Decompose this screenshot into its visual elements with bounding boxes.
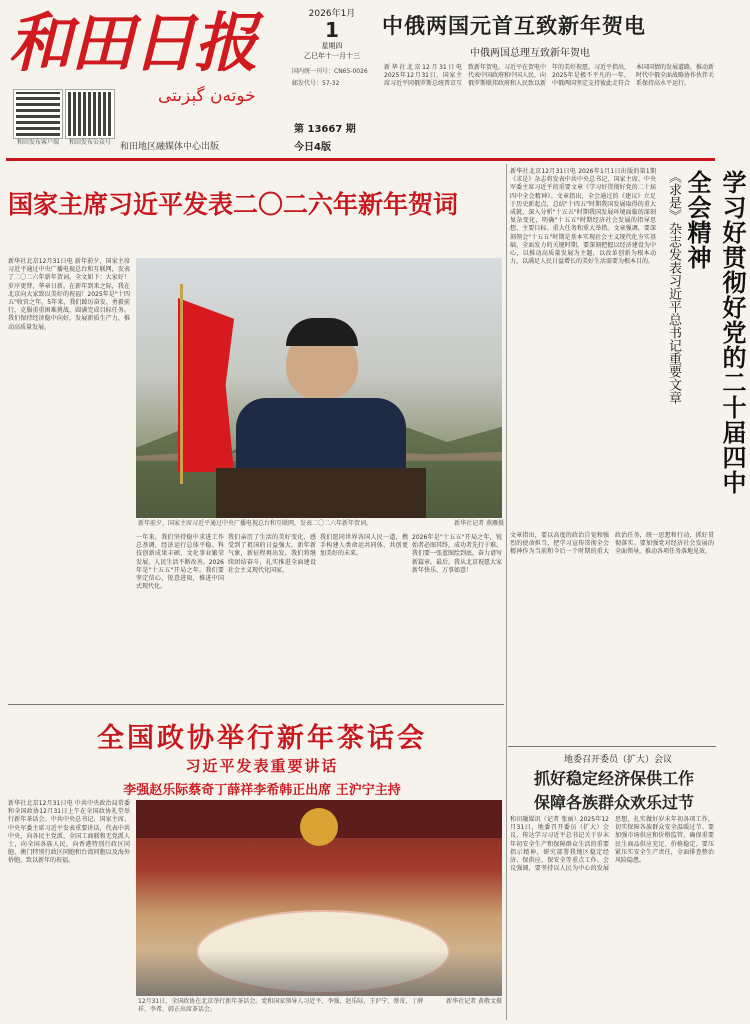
weekday: 星期四 xyxy=(321,42,343,50)
masthead-uyghur-name: خوتەن گېزىتى xyxy=(158,86,256,106)
issue-info-1: 国内统一刊号：CN65-0026 xyxy=(292,68,368,75)
cppcc-caption: 12月31日，全国政协在北京举行新年茶话会。党和国家领导人习近平、李强、赵乐际、王沪宁、蔡奇、丁薛祥、李希、韩正出席茶话会。 xyxy=(138,998,424,1013)
right-section-divider xyxy=(508,746,716,747)
issue-info-2: 邮发代号：57-32 xyxy=(292,80,340,87)
lead-photo-caption: 新年前夕，国家主席习近平通过中央广播电视总台和互联网，发表二〇二六年新年贺词。 xyxy=(138,520,373,527)
masthead-divider xyxy=(6,158,715,161)
qr-code-wechat-icon[interactable] xyxy=(66,90,114,138)
cppcc-headline[interactable]: 全国政协举行新年茶话会 xyxy=(97,723,427,754)
emblem-icon xyxy=(300,808,338,846)
feature-text-1: 新华社北京12月31日电 2026年1月1日出版的第1期《求是》杂志将发表中共中央总书记、国家主席、中央军委主席习近平的重要文章《学习好贯彻好党的二十届四中全会精神》。文章指出，全会通过的《建议》立足于历史新起点，总结"十四五"时期我国发展取得的重大成就，深入分析"十五五"时期我国发展环境面临的深刻复杂变化，明确"十五五"时期经济社会发展的指导思想、主要目标、重大任务和重大举措。文章强调，要深刻领会"十五五"时期是基本实现社会主义现代化夯实基础、全面发力的关键时期，要深刻把握以经济建设为中心，以推动高质量发展为主题，以改革创新为根本动力，以满足人民日益增长的美好生活需要为根本目的。 xyxy=(510,168,656,266)
qr-wechat-label: 和田发布公众号 xyxy=(68,139,111,146)
lead-column-5: 2026年是"十五五"开局之年，锐始者必图其终，成功者先行于难。我们要一张蓝图绘到底，奋力谱写新篇章。最后，我从北京祝愿大家新年快乐、万事如意！ xyxy=(412,534,503,574)
top-headline[interactable]: 中俄两国元首互致新年贺电 xyxy=(382,13,646,38)
lead-photo-credit: 新华社记者 燕雁摄 xyxy=(454,520,504,527)
lead-column-3: 我们亲历了生活的美好变化，感受到了祖国的日益强大。新年新气象，新征程再出发。我们将继续团结奋斗，扎实推进全面建设社会主义现代化国家。 xyxy=(228,534,316,574)
lead-column-2: 一年来，我们坚持稳中求进工作总基调，经济运行总体平稳。科技创新成果丰硕，文化事业繁荣发展，人民生活不断改善。2026年是"十五五"开局之年。我们要坚定信心，锐意进取，推进中国式现代化。 xyxy=(136,534,224,591)
date-year: 2026年1月 xyxy=(308,9,356,19)
issue-number: 第 13667 期 xyxy=(294,124,356,135)
qr-code-app-icon[interactable] xyxy=(14,90,62,138)
feature-text-2: 文章指出，要以高度的政治自觉和强烈的使命担当，把学习宣传贯彻全会精神作为当前和今后一个时期的重大政治任务，统一思想和行动，抓好贯彻落实。要加强党对经济社会发展的全面领导，推动各项任务落地见效。 xyxy=(510,532,714,556)
cppcc-attendees: 李强赵乐际蔡奇丁薛祥李希韩正出席 王沪宁主持 xyxy=(123,783,401,798)
date-day: 1 xyxy=(325,18,339,42)
meeting-text: 和田融媒讯（记者 张丽）2025年12月31日，地委召开委员（扩大）会议，传达学习习近平总书记关于岁末年初安全生产和保障群众生活的重要指示精神，研究部署我地区稳定经济、保供应、保安全等重点工作。会议强调，要坚持以人民为中心的发展思想，扎实做好岁末年初各项工作，切实保障各族群众安全温暖过节。要加强市场供应和价格监管，确保重要民生商品供应充足、价格稳定。要压紧压实安全生产责任，全面排查整治风险隐患。 xyxy=(510,816,714,873)
masthead-name: 和田日报 xyxy=(8,6,256,81)
top-subhead: 中俄两国总理互致新年贺电 xyxy=(470,48,590,59)
publisher: 和田地区融媒体中心出版 xyxy=(120,142,220,152)
date-block xyxy=(290,6,374,61)
meeting-label: 地委召开委员（扩大）会议 xyxy=(563,755,672,765)
flag-graphic xyxy=(178,298,234,472)
cppcc-subhead: 习近平发表重要讲话 xyxy=(185,757,339,775)
section-divider xyxy=(8,704,504,705)
column-divider xyxy=(506,164,507,1020)
cppcc-text: 新华社北京12月31日电 中共中央政治局常委和全国政协12月31日上午在全国政协礼堂举行新年茶话会。中共中央总书记、国家主席、中央军委主席习近平发表重要讲话，代表中共中央，向各民主党派、全国工商联和无党派人士，向全国各族人民，向香港特别行政区同胞、澳门特别行政区同胞和台湾同胞以及海外侨胞，致以新年的祝福。 xyxy=(8,800,130,865)
audience-graphic xyxy=(136,950,502,996)
feature-label: 《求是》杂志发表习近平总书记重要文章 xyxy=(666,170,681,404)
speaker-suit xyxy=(236,398,406,478)
cppcc-photo xyxy=(136,800,502,996)
lunar-date: 乙巳年十一月十三 xyxy=(304,52,360,60)
meeting-headline-2[interactable]: 保障各族群众欢乐过节 xyxy=(533,793,694,812)
qr-app-label: 和田发布客户端 xyxy=(16,139,59,146)
lead-column-1: 新华社北京12月31日电 新年前夕，国家主席习近平通过中央广播电视总台和互联网，发表了二〇二六年新年贺词。全文如下：大家好！岁序更替，华章日新。在新年到来之际，我在北京向大家致以美好的祝福！2025年是"十四五"收官之年。5年来，我们踔厉奋发、勇毅前行，克服重重困难挑战，圆满完成目标任务。我们保持经济稳中向好，发展新质生产力，推动高质量发展。 xyxy=(8,258,130,331)
lead-photo xyxy=(136,258,502,518)
cppcc-credit: 新华社记者 黄敬文摄 xyxy=(446,998,502,1005)
desk-graphic xyxy=(216,468,426,518)
page-count: 今日4版 xyxy=(294,142,331,153)
lead-headline[interactable]: 国家主席习近平发表二〇二六年新年贺词 xyxy=(8,190,459,219)
flagpole xyxy=(180,284,183,484)
top-story-text: 新华社北京12月31日电 2025年12月31日，国家主席习近平同俄罗斯总统普京互致新年贺电。习近平在贺电中代表中国政府和中国人民，向俄罗斯联邦政府和人民致以新年的美好祝愿。习近平指出，2025年是极不平凡的一年，中俄两国坚定支持彼此走符合本国国情的发展道路，推动新时代中俄全面战略协作伙伴关系保持高水平运行。 xyxy=(384,64,715,88)
speaker-hair xyxy=(286,318,358,346)
feature-headline[interactable]: 学习好贯彻好党的二十届四中全会精神 xyxy=(683,170,747,495)
meeting-headline-1[interactable]: 抓好稳定经济保供工作 xyxy=(533,769,694,788)
lead-column-4: 我们愿同世界各国人民一道，携手构建人类命运共同体，共创更加美好的未来。 xyxy=(320,534,408,558)
